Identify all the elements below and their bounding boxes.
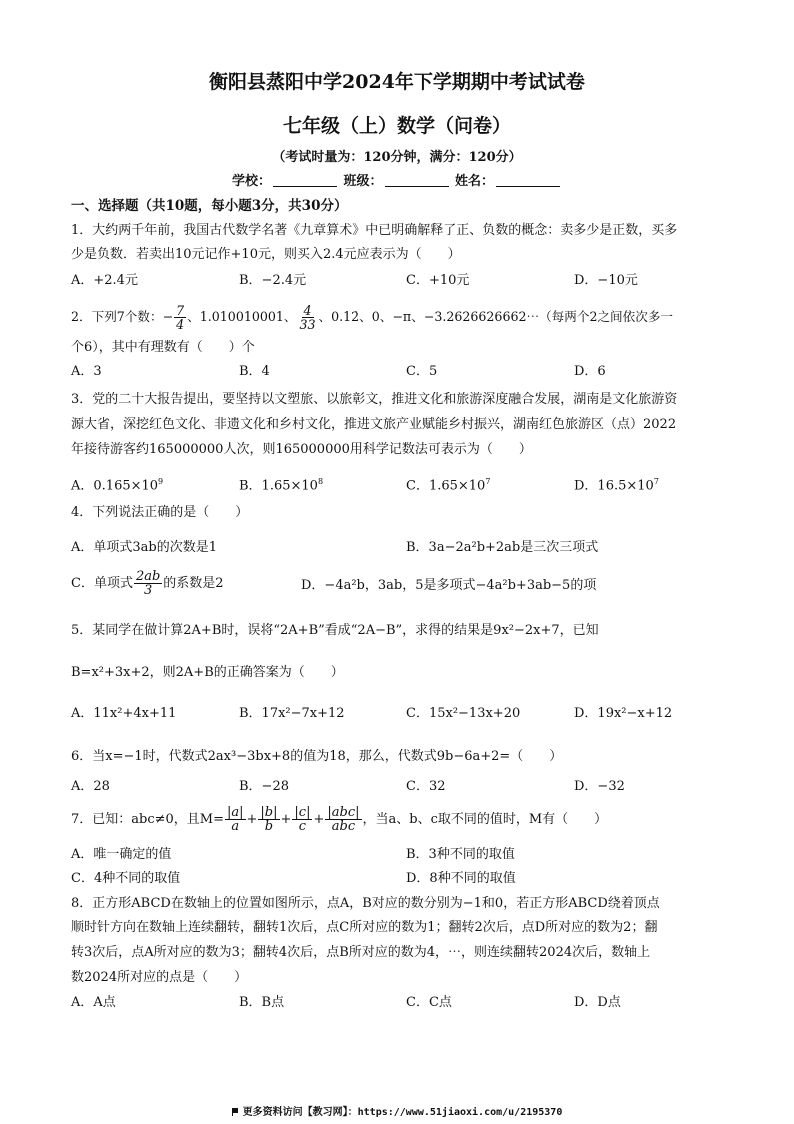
q2-fraction-1: $\frac{7}{4}$: [176, 303, 185, 332]
q1-line1: 1．大约两千年前，我国古代数学名著《九章算术》中已明确解释了正、负数的概念：卖多少是正数，买多: [71, 223, 678, 238]
q8-line1: 8．正方形ABCD在数轴上的位置如图所示，点A，B对应的数分别为−1和0，若正方形ABCD绕着顶点: [71, 896, 660, 911]
q7-option-c: C．4种不同的取值: [71, 871, 181, 886]
q5-line1: 5．某同学在做计算2A+B时，误将“2A+B”看成“2A−B”，求得的结果是9x²−2x+7，已知: [71, 623, 599, 638]
q2-mid1: 、1.010010001、: [187, 309, 297, 324]
q8-line4: 数2024所对应的点是（ ）: [71, 970, 248, 985]
q3-option-a: A．$0.165\times 10^9$: [71, 477, 164, 494]
q3-option-b: B．$1.65\times 10^8$: [239, 477, 324, 494]
q2-fraction-2: $\frac{4}{33}$: [299, 303, 316, 332]
q7-frac-c: $\frac{|c|}{c}$: [294, 805, 311, 834]
class-label: 班级：: [343, 174, 383, 189]
q5-option-a: A．11x²+4x+11: [71, 706, 177, 721]
q5-option-d: D．19x²−x+12: [574, 706, 673, 721]
q6-option-d: D．−32: [574, 779, 625, 794]
q4-stem: 4．下列说法正确的是（ ）: [71, 505, 249, 520]
q1-option-d: D．−10元: [574, 273, 638, 288]
q4-option-b: B．3a−2a²b+2ab是三次三项式: [406, 540, 599, 555]
q1-line2: 少是负数．若卖出10元记作+10元，则买入2.4元应表示为（ ）: [71, 247, 461, 262]
q3-option-c: C．$1.65\times 10^7$: [406, 477, 491, 494]
exam-subtitle: 七年级（上）数学（问卷）: [282, 115, 511, 137]
q4-option-a: A．单项式3ab的次数是1: [71, 540, 218, 555]
name-label: 姓名：: [455, 174, 495, 189]
q6-option-c: C．32: [406, 779, 446, 794]
q6-option-a: A．28: [71, 779, 110, 794]
q4-option-d: D．−4a²b，3ab，5是多项式−4a²b+3ab−5的项: [301, 578, 597, 593]
q7-frac-b: $\frac{|b|}{b}$: [260, 805, 278, 834]
q7-frac-a: $\frac{|a|}{a}$: [227, 805, 244, 834]
q2-line2: 个6），其中有理数有（ ）个: [71, 340, 255, 355]
q3-line3: 年接待游客约165000000人次，则165000000用科学记数法可表示为（ ）: [71, 442, 532, 457]
q5-option-b: B．17x²−7x+12: [239, 706, 345, 721]
q2-mid2: 、0.12̇、0、−π、−3.2626626662⋯（每两个2之间依次多一: [318, 309, 674, 324]
q2-option-c: C．5: [406, 364, 438, 379]
name-blank: [496, 174, 560, 187]
q7-frac-abc: $\frac{\text{|abc|}}{\text{abc}}$: [327, 805, 360, 834]
q7-option-d: D．8种不同的取值: [406, 871, 516, 886]
q2-prefix: 2．下列7个数：: [71, 309, 163, 324]
q2-option-a: A．3: [71, 364, 102, 379]
q1-option-b: B．−2.4元: [239, 273, 307, 288]
q8-option-d: D．D点: [574, 995, 621, 1010]
q3-line2: 源大省，深挖红色文化、非遗文化和乡村文化，推进文旅产业赋能乡村振兴，湖南红色旅游区（点）2022: [71, 417, 677, 432]
q5-option-c: C．15x²−13x+20: [406, 706, 521, 721]
q1-option-a: A．+2.4元: [71, 273, 138, 288]
exam-title: 衡阳县蒸阳中学2024年下学期期中考试试卷: [209, 71, 585, 93]
q6-stem: 6．当x=−1时，代数式2ax³−3bx+8的值为18，那么，代数式9b−6a+2=（ ）: [71, 749, 563, 764]
school-label: 学校：: [231, 174, 271, 189]
q8-option-b: B．B点: [239, 995, 285, 1010]
q7-option-a: A．唯一确定的值: [71, 847, 172, 862]
q2-option-b: B．4: [239, 364, 270, 379]
q8-option-c: C．C点: [406, 995, 452, 1010]
school-blank: [273, 174, 337, 187]
class-blank: [385, 174, 449, 187]
q2-line1: 2．下列7个数：− $\frac{7}{4}$ 、1.010010001、 $\frac{4}{33}$ 、0.12̇、0、−π、−3.2626626662⋯（每两个2之间依次多一: [71, 303, 674, 332]
q4-fraction: $\frac{2ab}{3}$: [135, 569, 161, 598]
student-info-line: [0, 174, 794, 190]
q5-line2: B=x²+3x+2，则2A+B的正确答案为（ ）: [71, 665, 344, 680]
q3-line1: 3．党的二十大报告提出，要坚持以文塑旅、以旅彰文，推进文化和旅游深度融合发展，湖南是文化旅游资: [71, 392, 678, 407]
q2-option-d: D．6: [574, 364, 606, 379]
q8-line3: 转3次后，点A所对应的数为3；翻转4次后，点B所对应的数为4，⋯，则连续翻转2024次后，数轴上: [71, 945, 651, 960]
q7-stem: 7．已知：abc≠0，且M= $\frac{|a|}{a}$ + $\frac{|b|}{b}$ + $\frac{|c|}{c}$ + $\frac{\text{|abc|}}{\text{abc}}$ ，当a、b、c取不同的值时，M有（ ）: [71, 805, 608, 834]
q8-line2: 顺时针方向在数轴上连续翻转，翻转1次后，点C所对应的数为1；翻转2次后，点D所对应的数为2；翻: [71, 920, 658, 935]
q1-option-c: C．+10元: [406, 273, 470, 288]
exam-info: （考试时量为：120分钟，满分：120分）: [272, 150, 522, 165]
q6-option-b: B．−28: [239, 779, 289, 794]
q7-option-b: B．3种不同的取值: [406, 847, 515, 862]
q8-option-a: A．A点: [71, 995, 116, 1010]
q3-option-d: D．$16.5\times 10^7$: [574, 477, 659, 494]
flag-icon: [232, 1108, 239, 1116]
q4-option-c: C．单项式 $\frac{2ab}{3}$ 的系数是2: [71, 569, 224, 598]
footer-link[interactable]: 更多资料访问【教习网】：https://www.51jiaoxi.com/u/2195370: [0, 1103, 794, 1118]
section-heading: 一、选择题（共10题，每小题3分，共30分）: [71, 198, 348, 214]
